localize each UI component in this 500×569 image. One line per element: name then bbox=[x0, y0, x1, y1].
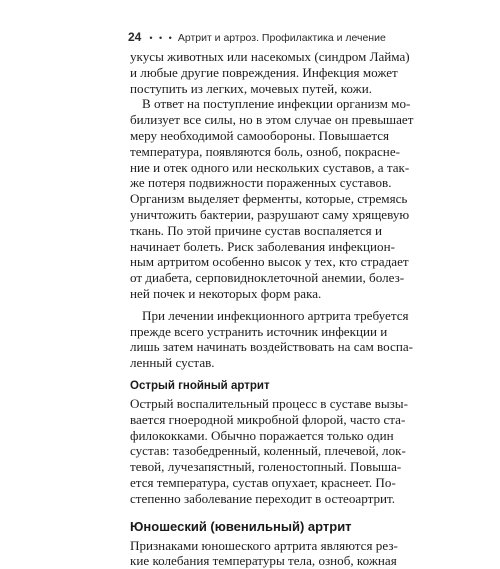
text-line: начинает болеть. Риск заболевания инфекцион- bbox=[130, 238, 395, 254]
text-line: степенно заболевание переходит в остеоартрит. bbox=[130, 490, 396, 506]
text-line: ткань. По этой причине сустав воспаляется и bbox=[130, 222, 382, 238]
ornament-dots: • • • bbox=[149, 33, 174, 43]
section-heading: Юношеский (ювенильный) артрит bbox=[130, 518, 352, 534]
text-line: Признаками юношеского артрита являются рез- bbox=[130, 537, 398, 553]
text-line: ней почек и некоторых форм рака. bbox=[130, 285, 322, 301]
text-line: При лечении инфекционного артрита требуется bbox=[142, 307, 409, 323]
text-line: филококками. Обычно поражается только один bbox=[130, 427, 394, 443]
text-line: меру необходимой самообороны. Повышается bbox=[130, 127, 390, 143]
section-heading: Острый гнойный артрит bbox=[130, 379, 270, 392]
text-line: ние и отек одного или нескольких суставов, а так- bbox=[130, 159, 410, 175]
text-line: лишь затем начинать воздействовать на сам воспа- bbox=[130, 339, 414, 355]
text-line: укусы животных или насекомых (синдром Лайма) bbox=[130, 49, 410, 64]
body-text bbox=[130, 49, 414, 569]
text-line: температура, появляются боль, озноб, покрасне- bbox=[130, 143, 400, 159]
text-line: от диабета, серповидноклеточной анемии, болез- bbox=[130, 270, 405, 286]
text-line: тевой, лучезапястный, голеностопный. Повыша- bbox=[130, 459, 402, 475]
text-line: В ответ на поступление инфекции организм мо- bbox=[142, 96, 411, 112]
text-line: поступить из легких, мочевых путей, кожи. bbox=[130, 80, 372, 96]
text-line: прежде всего устранить источник инфекции и bbox=[130, 323, 388, 339]
text-line: же потеря подвижности пораженных суставов. bbox=[130, 175, 392, 191]
text-line: Организм выделяет ферменты, которые, стремясь bbox=[130, 191, 408, 207]
text-line: ным артритом особенно высок у тех, кто страдает bbox=[130, 254, 409, 270]
text-line: ленный сустав. bbox=[130, 355, 215, 371]
text-line: и любые другие повреждения. Инфекция может bbox=[130, 64, 398, 80]
text-line: сустав: тазобедренный, коленный, плечевой, лок- bbox=[130, 443, 406, 459]
text-line: кие колебания температуры тела, озноб, кожная bbox=[130, 553, 397, 569]
text-line: ется температура, сустав опухает, краснеет. По- bbox=[130, 474, 396, 490]
text-line: Острый воспалительный процесс в суставе вызы- bbox=[130, 395, 408, 411]
text-line: вается гноеродной микробной флорой, часто ста- bbox=[130, 411, 406, 427]
running-head bbox=[128, 30, 386, 46]
running-title: Артрит и артроз. Профилактика и лечение bbox=[177, 32, 386, 44]
text-line: билизует все силы, но в этом случае он превышает bbox=[130, 112, 414, 128]
text-line: уничтожить бактерии, разрушают саму хрящевую bbox=[130, 206, 410, 222]
page-number: 24 bbox=[128, 30, 142, 44]
